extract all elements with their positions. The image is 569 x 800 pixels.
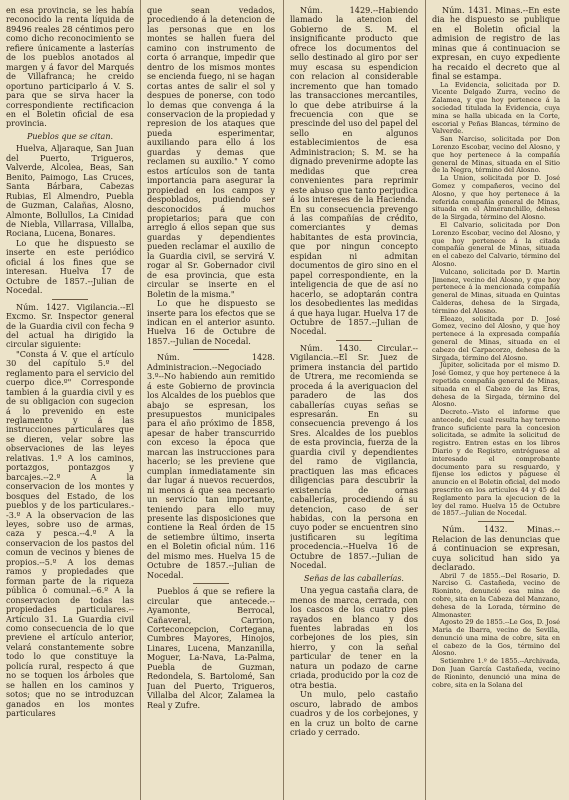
small-entry-text: Agosto 29 de 1855.--Le Gos, D. José Maria de Ibarra, vecino de Sevilla, denunció una mina de cobre, sita en el cabezo de la Gos, término del Alosno.: [432, 618, 560, 658]
mine-entry: [432, 658, 560, 689]
article-paragraph: Huelva, Aljaraque, San Juan del Puerto, Trigueros, Valverde, Alcolea, Beas, San Benito, Paimogo, Las Cruces, Santa Bárbara, Cabezas Rubias, El Almendro, Puebla de Guzman, Calañas, Alosno, Almonte, Bollullos, La Cinidad de Niebla, Villarrasa, Villalba, Rociana, Lucena, Bonares.: [6, 143, 134, 239]
mine-entry: [432, 136, 560, 175]
small-entry-text: Setiembre 1.º de 1855.--Archivada, Don Juan García Castañeda, vecino de Rioninto, denunció una mina de cobre, sita en la Solana del: [432, 657, 560, 689]
text-column-3: [290, 6, 418, 796]
small-entry-text: Abril 7 de 1855.--Del Rosario, D. Narciso G. Castañeda, vecino de Rioninto, denunció esa mina de cobre, sita en la Cabeza del Manzano, dehesa de la Lorada, término de Almonaster.: [432, 571, 560, 619]
text-column-4: [432, 6, 560, 796]
article-paragraph: Lo que he dispuesto se inserte en este periódico oficial á los fines que se interesan. Huelva 17 de Octubre de 1857.--Julian de Nocedal.: [6, 237, 134, 296]
article-paragraph: Núm. 1429.--Habiendo llamado la atencion del Gobierno de S. M. el insignificante producto que ofrece los documentos del sello destinado al giro por ser muy escasa su espendicion con relacion al considerable incremento que han tomado las transacciones mercantiles, lo que debe atribuirse á la frecuencia con que se prescinde del uso del papel del sello en algunos establecimientos de esa Administracion; S. M. se ha dignado prevenirme adopte las medidas que crea convenientes para reprimir este abuso que tanto perjudica á los intereses de la Hacienda. En su consecuencia prevengo á las compañías de crédito, comerciantes y demas habitantes de esta provincia, que por ningun concepto espidan ni admitan documentos de giro sino en el papel correspondiente, en la inteligencia de que de así no hacerlo, se adoptarán contra los desobedientes las medidas á que haya lugar. Huelva 17 de Octubre de 1857.--Julian de Nocedal.: [290, 6, 418, 337]
small-entry-text: Júpiter, solicitada por el mismo D. José Gomez, y que hoy pertenece á la repetida compañía general de Minas, situada en el Cabezo de las Eras, dehesa de la Sirgada, término del Alosno.: [432, 361, 560, 409]
column-divider: [283, 0, 284, 800]
mine-entry: [432, 82, 560, 137]
article-paragraph: Núm. 1432. Minas.--Relacion de las denuncias que á continuacion se expresan, cuya solicitud han sido ya declarado.: [432, 524, 560, 573]
small-entry-text: La Evidencia, solicitada por D. Vicente Delgado Zurra, vecino de Zalamea, y que hoy pertenece á la sociedad titulada la Evidencia, cuya mina se halla ubicada en la Corte, escorial y Peñas Blancas, término de Valverde.: [432, 80, 560, 136]
article-paragraph: Núm. 1430. Circular.--Vigilancia.--El Sr. Juez de primera instancia del partido de Utrera, me recomienda se proceda á la averiguacion del paradero de las dos caballerías cuyas señas se espresarán. En su consecuencia prevengo á los Sres. Alcaldes de los pueblos de esta provincia, fuerza de la guardia civil y dependientes del ramo de vigilancia, practiquen las mas eficaces diligencias para descubrir la existencia de ornas caballerías, procediendo á su detencion, caso de ser habidas, con la persona en cuyo poder se encuentren sino justificaren su legítima procedencia.--Huelva 16 de Octubre de 1857.--Julian de Nocedal.: [290, 342, 418, 571]
article-paragraph: Núm. 1431. Minas.--En este dia he dispuesto se publique en el Boletin oficial la admision de registro de las minas que á continuacion se expresan, en cuyo expediente ha recaido el decreto que al final se estampa.: [432, 6, 560, 82]
article-paragraph: que sean vedados, procediendo á la detencion de las personas que en los montes se hallen fuera del camino con instrumento de corta ó arranque, impedir que dentro de los mismos montes se encienda fuego, ni se hagan cortas antes de salir el sol y despues de ponerse, con todo lo demas que convenga á la conservacion de la propiedad y represion de los ataques que pueda esperimentar, auxiliando para ello á los guardas y demas que reclamen su auxilio." Y como estos artículos son de tanta importancia para asegurar la propiedad en los campos y despoblados, pudiendo ser desconocidos á muchos propietarios; para que con arreglo á ellos sepan que sus guardas y dependientes pueden reclamar el auxilio de la Guardia civil, se servirá V. rogar al Sr. Gobernador civil de esa provincia, que esta circular se inserte en el Boletin de la misma.": [147, 6, 275, 299]
mine-entry: [432, 619, 560, 658]
section-heading: Señas de las caballerías.: [304, 573, 404, 583]
section-rule: [193, 349, 229, 350]
section-rule: [193, 583, 229, 584]
column-divider: [140, 0, 141, 800]
mine-entry: [432, 573, 560, 620]
text-column-1: [6, 6, 134, 796]
mine-entry: [432, 222, 560, 269]
section-rule: [336, 340, 372, 341]
article-paragraph: Lo que he dispuesto se inserte para los efectos que se indican en el anterior asunto. Huelva 16 de Octubre de 1857.--Julian de Nocedal.: [147, 298, 275, 346]
article-paragraph: en esa provincia, se les había reconocido la renta líquida de 89496 reales 28 céntimos pero como dicho reconocimiento se refiere únicamente a lasterías de los pueblos anotados al margen y á favor del Marqués de Villafranca; he creido oportuno participarlo á V. S. para que se sirva hacer la correspondiente rectificacion en el Boletin oficial de esa provincia.: [6, 6, 134, 129]
article-paragraph: Núm. 1428. Administracion.--Negociado 3.º--No habiendo aun remitido á este Gobierno de provincia los Alcaldes de los pueblos que abajo se espresan, los presupuestos municipales para el año próximo de 1858, apesar de haber transcurrido con exceso la época que marcan las instrucciones para hacerlo; se les previene que cumplan inmediatamente sin dar lugar á nuevos recuerdos, ni menos á que sea necesario un servicio tan importante, teniendo para ello muy presente las disposiciones que contiene la Real órden de 15 de setiembre último, inserta en el Boletin oficial núm. 116 del mismo mes. Huelva 15 de Octubre de 1857.--Julian de Nocedal.: [147, 352, 275, 580]
small-entry-text: Decreto.--Visto el informe que antecede, del cual resulta hay terreno franco suficiente para la concesion solicitada, se admite la solicitud de registro. Entren estas en los libros Diario y de Registro, entréguese al interesado el comprobante documento para su resguardo, y fíjense los edictos y páguese el anuncio en el Boletin oficial, del modo prescrito en los artículos 44 y 45 del Reglamento para la ejecucion de la ley del ramo. Huelva 15 de Octubre de 1857.--Julian de Nocedal.: [432, 408, 560, 518]
small-entry-text: La Union, solicitada por D. José Gomez y compañeros, vecino del Alosno, y que hoy pertenece á la referida compañía general de Minas, situada en el Almeranchillo, dehesa de la Sirgada, término del Alosno.: [432, 174, 560, 222]
article-paragraph: "Consta á V. que el artículo 30 del capítulo 5.º del reglamento para el servicio del cuerpo dice.º" Corresponde tambien á la guardia civil y es de su obligacion con sugecion á lo prevenido en este reglamento y á las instrucciones particulares que se dieren, velar sobre las observaciones de las leyes relativas. 1.º A los caminos, portazgos, pontazgos y barcajes.--2.º A la conservacion de los montes y bosques del Estado, de los pueblos y de los particulares.--3.º A la observacion de las leyes, sobre uso de armas, caza y pesca.--4.º A la conservacion de los pastos del comun de vecinos y bienes de propios.--5.º A los demas ramos y propiedades que forman parte de la riqueza pública ó comunal.--6.º A la conservacion de todas las propiedades particulares.--Artículo 31. La Guardia civil como consecuencia de lo que previene el artículo anterior, velará constantemente sobre todo lo que constituye la policía rural, respecto á que no se toquen los árboles que se hallen en los caminos y sotos; que no se introduzcan ganados en los montes particulares: [6, 348, 134, 719]
small-entry-text: El Calvario, solicitada por Don Lorenzo Escobar, vecino del Alosno, y que hoy pertenece á la citada compañía general de Minas, situada en el cabezo del Calvario, término del Alosno.: [432, 220, 560, 268]
mine-entry: [432, 362, 560, 409]
article-paragraph: Pueblos á que se refiere la circular que antecede.--Ayamonte, Berrocal, Cañaveral, Carrion, Corteconcepcion, Cortegana, Cumbres Mayores, Hinojos, Linares, Lucena, Manzanilla, Moguer, La-Nava, La-Palma, Puebla de Guzman, Redondela, S. Bartolomé, San Juan del Puerto, Trigueros, Villalba del Alcor, Zalamea la Real y Zufre.: [147, 586, 275, 710]
small-entry-text: Eleazo, solicitada por D. José Gomez, vecino del Alosno, y que hoy pertenece á la expresada compañía general de Minas, situada en el cabezo del Carpacorzo, dehesa de la Sirgada, término del Alosno.: [432, 314, 560, 362]
mine-entry: [432, 409, 560, 518]
mine-entry: [432, 175, 560, 222]
text-column-2: [147, 6, 275, 796]
section-rule: [52, 299, 88, 300]
small-entry-text: San Narciso, solicitada por Don Lorenzo Escobar, vecino del Alosno, y que hoy pertenece á la compañía general de Minas, situada en el Sitio de la Negra, término del Alosno.: [432, 135, 560, 175]
article-paragraph: Un mulo, pelo castaño oscuro, labrado de ambos cuadros y de los corbejones, y en la cruz un bolto de carne criado y cerrado.: [290, 689, 418, 737]
mine-entry: [432, 316, 560, 363]
section-heading: Pueblos que se citan.: [26, 131, 114, 141]
column-divider: [425, 0, 426, 800]
small-entry-text: Vulcano, solicitada por D. Martin Jimenez, vecino del Alosno, y que hoy pertenece á la mencionada compañía general de Minas, situada en Quintas Calderas, dehesa de la Sirgada, término del Alosno.: [432, 267, 560, 315]
section-rule: [478, 521, 514, 522]
article-paragraph: Una yegua castaña clara, de menos de marca, cerrada, con los cascos de los cuatro pies rayados en blanco y dos fuentes labradas en los corbejones de los pies, sin hierro, y con la señal particular de tener en la natura un podazo de carne criada, producido por la coz de otra bestia.: [290, 585, 418, 690]
mine-entry: [432, 269, 560, 316]
article-paragraph: Núm. 1427. Vigilancia.--El Excmo. Sr. Inspector general de la Guardia civil con fecha 9 del actual ha dirigido la circular siguiente:: [6, 301, 134, 350]
